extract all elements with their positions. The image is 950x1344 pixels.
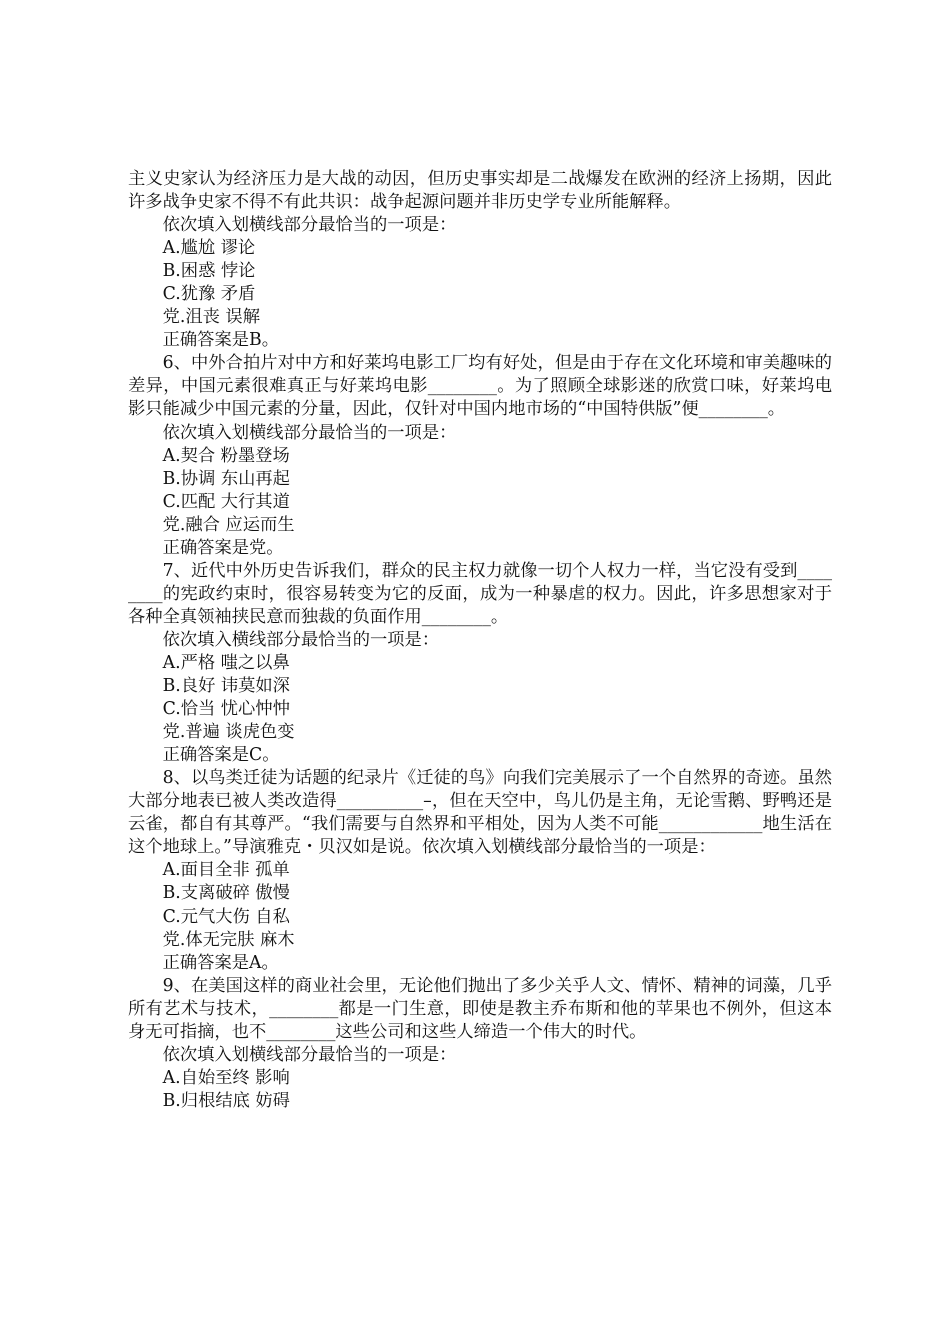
q5-prompt: 依次填入划横线部分最恰当的一项是：: [162, 215, 457, 236]
q7-answer: 正确答案是C。: [162, 745, 280, 766]
q8-option-b: B.支离破碎 傲慢: [162, 883, 290, 904]
q5-answer: 正确答案是B。: [162, 330, 279, 351]
q6-option-b: B.协调 东山再起: [162, 468, 290, 489]
q7-option-a: A.严格 嗤之以鼻: [162, 652, 290, 673]
q5-stem-continued: 主义史家认为经济压力是大战的动因，但历史事实却是二战爆发在欧洲的经济上扬期，因此许多战争史家不得不有此共识：战争起源问题并非历史学专业所能解释。: [128, 169, 832, 213]
q6-option-c: C.匹配 大行其道: [162, 491, 290, 512]
document-page: [128, 168, 832, 1113]
q5-option-b: B.困惑 悖论: [162, 261, 256, 282]
q7-option-c: C.恰当 忧心忡忡: [162, 699, 290, 720]
q8-option-a: A.面目全非 孤单: [162, 860, 290, 881]
q6-answer: 正确答案是党。: [162, 537, 284, 558]
q5-option-a: A.尴尬 谬论: [162, 238, 256, 259]
q9-stem: 9、在美国这样的商业社会里，无论他们抛出了多少关乎人文、情怀、精神的词藻，几乎所有艺术与技术，________都是一门生意，即使是教主乔布斯和他的苹果也不例外，但这本身无可指摘，也不________这些公司和这些人缔造一个伟大的时代。: [128, 975, 832, 1042]
q6-prompt: 依次填入划横线部分最恰当的一项是：: [162, 422, 457, 443]
q5-option-d: 党.沮丧 误解: [162, 307, 260, 328]
q5-option-c: C.犹豫 矛盾: [162, 284, 256, 305]
q8-option-d: 党.体无完肤 麻木: [162, 929, 295, 950]
q8-stem: 8、以鸟类迁徒为话题的纪录片《迁徒的鸟》向我们完美展示了一个自然界的奇迹。虽然大部分地表已被人类改造得__________–，但在天空中，鸟儿仍是主角，无论雪鹅、野鸭还是云雀，都自有其尊严。“我们需要与自然界和平相处，因为人类不可能____________地生活在这个地球上。”导演雅克・贝汉如是说。依次填入划横线部分最恰当的一项是：: [128, 768, 832, 858]
q7-option-d: 党.普遍 谈虎色变: [162, 722, 295, 743]
q9-option-b: B.归根结底 妨碍: [162, 1090, 290, 1111]
q7-prompt: 依次填入横线部分最恰当的一项是：: [162, 629, 440, 650]
q6-option-d: 党.融合 应运而生: [162, 514, 295, 535]
q7-option-b: B.良好 讳莫如深: [162, 676, 290, 697]
q8-answer: 正确答案是A。: [162, 952, 279, 973]
q6-option-a: A.契合 粉墨登场: [162, 445, 290, 466]
q9-option-a: A.自始至终 影响: [162, 1067, 290, 1088]
q8-option-c: C.元气大伤 自私: [162, 906, 290, 927]
q6-stem: 6、中外合拍片对中方和好莱坞电影工厂均有好处，但是由于存在文化环境和审美趣味的差异，中国元素很难真正与好莱坞电影________。为了照顾全球影迷的欣赏口味，好莱坞电影只能减少中国元素的分量，因此，仅针对中国内地市场的“中国特供版”便________。: [128, 353, 832, 420]
q7-stem: 7、近代中外历史告诉我们，群众的民主权力就像一切个人权力一样，当它没有受到________的宪政约束时，很容易转变为它的反面，成为一种暴虐的权力。因此，许多思想家对于各种全真领袖挟民意而独裁的负面作用________。: [128, 560, 832, 627]
q9-prompt: 依次填入划横线部分最恰当的一项是：: [162, 1044, 457, 1065]
